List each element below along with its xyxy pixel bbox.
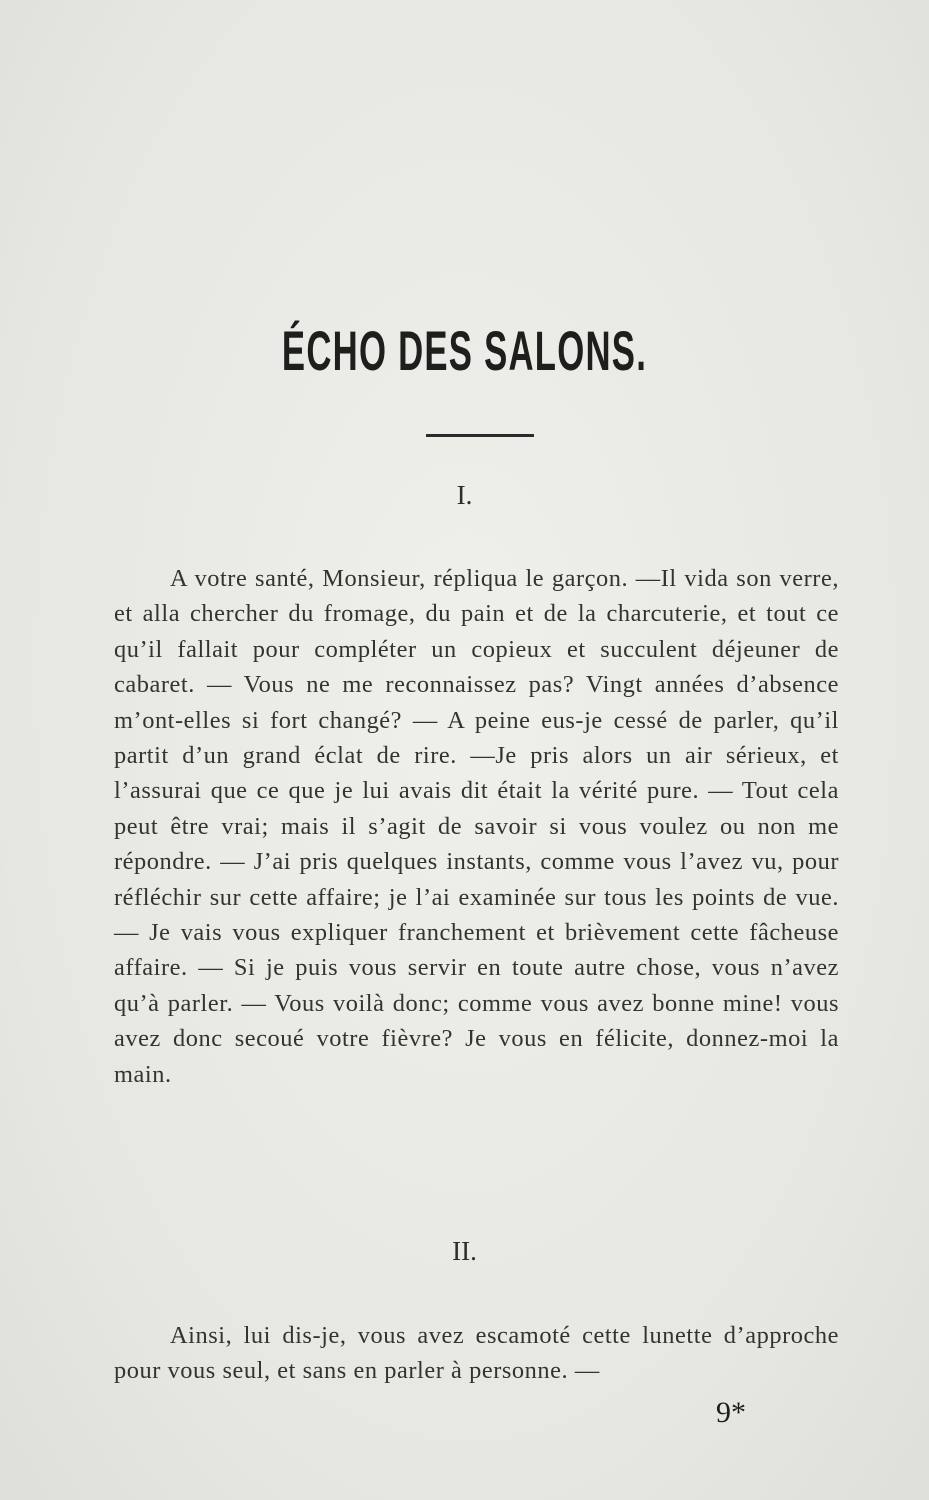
section-1-paragraph: A votre santé, Monsieur, répliqua le garçon. —Il vida son verre, et alla chercher du fromage, du pain et de la charcuterie, et tout ce qu’il fallait pour compléter un copieux et succulent déjeuner de cabaret. — Vous ne me reconnaissez pas? Vingt années d’absence m’ont-elles si fort changé? — A peine eus-je cessé de parler, qu’il partit d’un grand éclat de rire. —Je pris alors un air sérieux, et l’assurai que ce que je lui avais dit était la vérité pure. — Tout cela peut être vrai; mais il s’agit de savoir si vous voulez ou non me répondre. — J’ai pris quelques instants, comme vous l’avez vu, pour réfléchir sur cette affaire; je l’ai examinée sur tous les points de vue. — Je vais vous expliquer franchement et brièvement cette fâcheuse affaire. — Si je puis vous servir en toute autre chose, vous n’avez qu’à parler. — Vous voilà donc; comme vous avez bonne mine! vous avez donc secoué votre fièvre? Je vous en félicite, donnez-moi la main. xyxy=(114,565,839,1088)
section-number-2: II. xyxy=(452,1236,477,1266)
section-number-1: I. xyxy=(456,480,473,510)
page-folio: 9* xyxy=(716,1396,746,1429)
chapter-title: ÉCHO DES SALONS. xyxy=(281,319,648,382)
title-rule xyxy=(426,434,534,437)
section-2-paragraph: Ainsi, lui dis-je, vous avez escamoté cette lunette d’approche pour vous seul, et sans en parler à personne. — xyxy=(114,1322,839,1385)
